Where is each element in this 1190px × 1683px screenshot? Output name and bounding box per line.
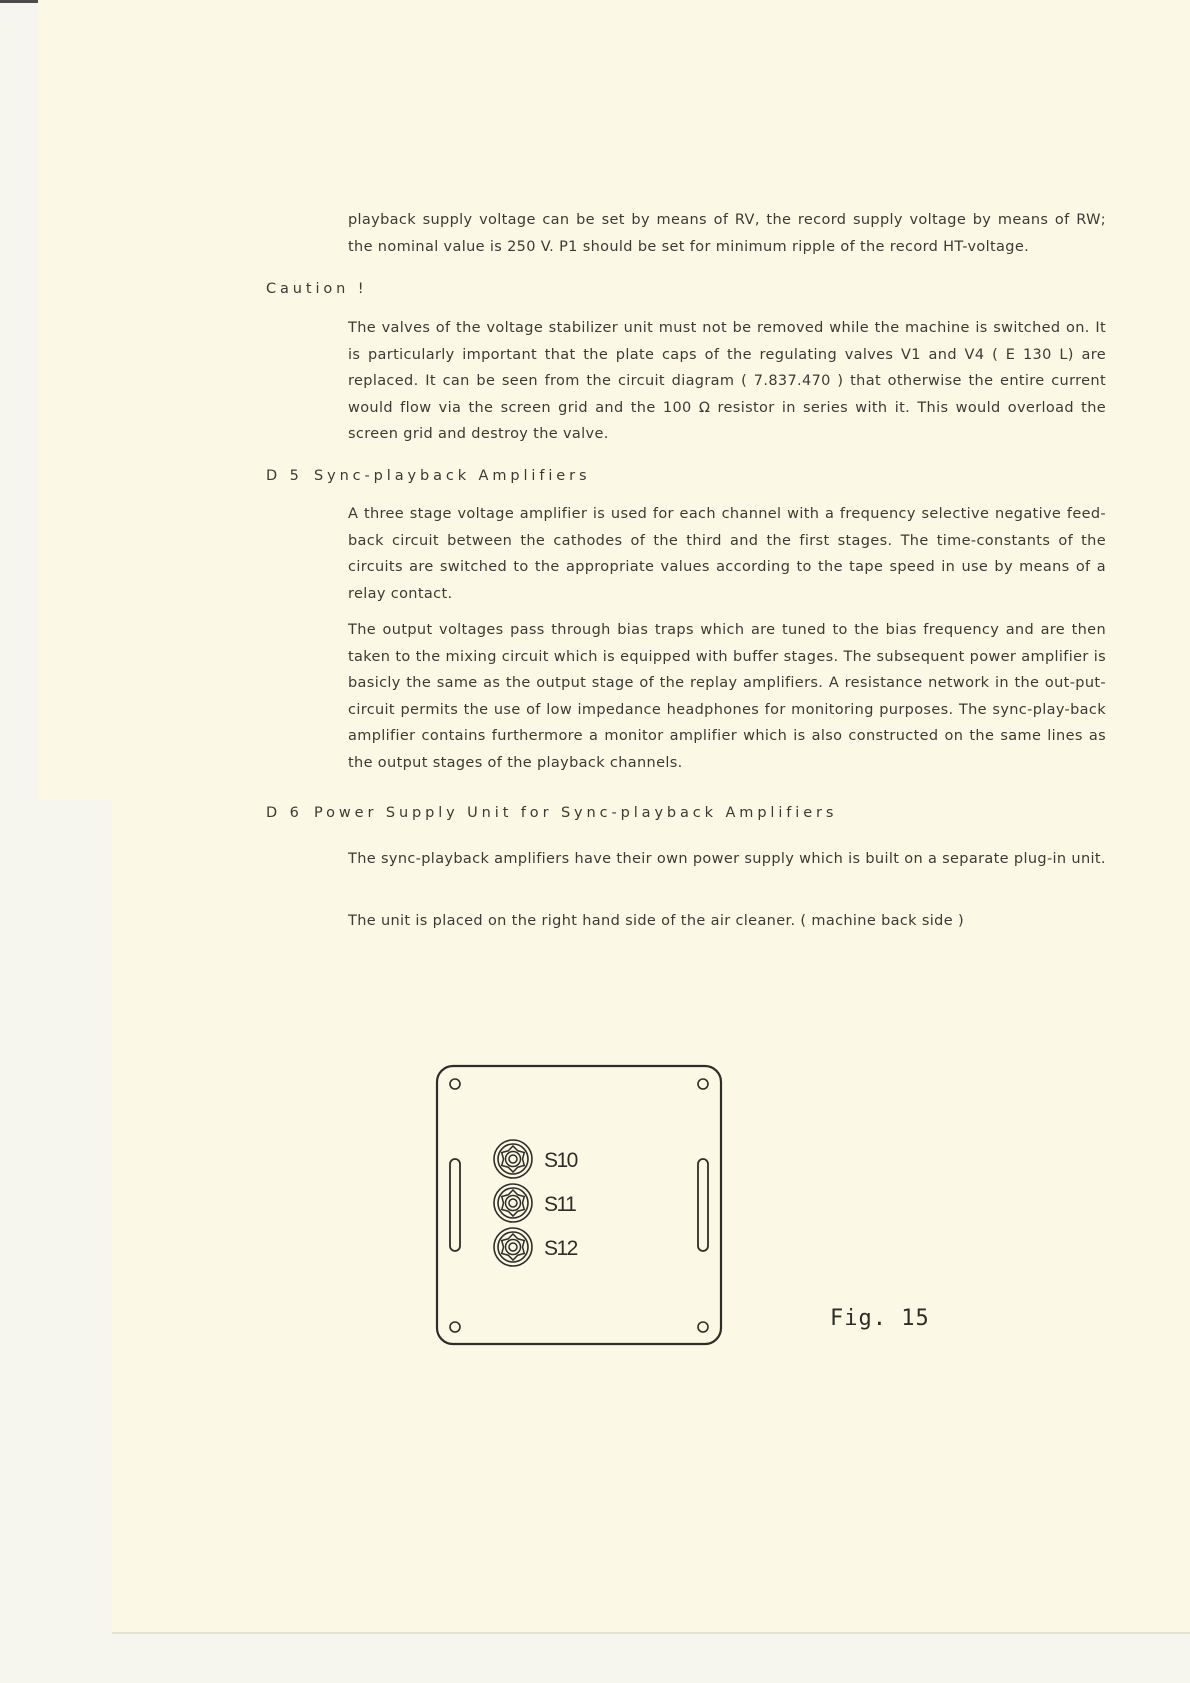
socket-label-s11: S11 [544, 1193, 576, 1216]
paragraph-d6-location: The unit is placed on the right hand side of the air cleaner. ( machine back side ) [348, 913, 964, 929]
scan-edge-mark [0, 0, 38, 3]
mounting-hole-top-right [698, 1079, 708, 1089]
socket-label-s12: S12 [544, 1237, 577, 1260]
paragraph-d6-supply: The sync-playback amplifiers have their own power supply which is built on a separate plug-in unit. [348, 851, 1106, 867]
caution-heading: Caution ! [266, 281, 368, 297]
socket-s11 [494, 1184, 532, 1222]
section-number-d5: D 5 [266, 468, 303, 484]
socket-s12 [494, 1228, 532, 1266]
paragraph-supply-voltage: playback supply voltage can be set by means of RV, the record supply voltage by means of RW; the nominal value is 250 V. P1 should be set for minimum ripple of the record HT-voltage. [348, 212, 1106, 255]
slot-left [450, 1159, 460, 1251]
socket-label-s10: S10 [544, 1149, 577, 1172]
power-supply-panel-drawing [435, 1064, 725, 1348]
socket-group [494, 1140, 578, 1266]
mounting-hole-bottom-left [450, 1322, 460, 1332]
socket-s10 [494, 1140, 532, 1178]
paragraph-d5-output: The output voltages pass through bias traps which are tuned to the bias frequency and are then taken to the mixing circuit which is equipped with buffer stages. The subsequent power amplifier is basicly the same as the output stage of the replay amplifiers. A resistance network in the out-put-circuit permits the use of low impedance headphones for monitoring purposes. The sync-play-back amplifier contains furthermore a monitor amplifier which is also constructed on the same lines as the output stages of the playback channels. [348, 622, 1106, 771]
paragraph-caution: The valves of the voltage stabilizer unit must not be removed while the machine is switched on. It is particularly important that the plate caps of the regulating valves V1 and V4 ( E 130 L) are replaced. It can be seen from the circuit diagram ( 7.837.470 ) that otherwise the entire current would flow via the screen grid and the 100 Ω resistor in series with it. This would overload the screen grid and destroy the valve. [348, 320, 1106, 443]
panel-outline [437, 1066, 721, 1344]
section-number-d6: D 6 [266, 805, 303, 821]
paragraph-d5-amplifier: A three stage voltage amplifier is used for each channel with a frequency selective negative feed-back circuit between the cathodes of the third and the first stages. The time-constants of the circuits are switched to the appropriate values according to the tape speed in use by means of a relay contact. [348, 506, 1106, 602]
figure-caption: Fig. 15 [830, 1306, 930, 1331]
mounting-hole-top-left [450, 1079, 460, 1089]
section-title-d6: Power Supply Unit for Sync-playback Amplifiers [314, 805, 838, 821]
section-heading-d5 [266, 468, 590, 484]
mounting-hole-bottom-right [698, 1322, 708, 1332]
section-heading-d6 [266, 805, 837, 821]
slot-right [698, 1159, 708, 1251]
section-title-d5: Sync-playback Amplifiers [314, 468, 591, 484]
